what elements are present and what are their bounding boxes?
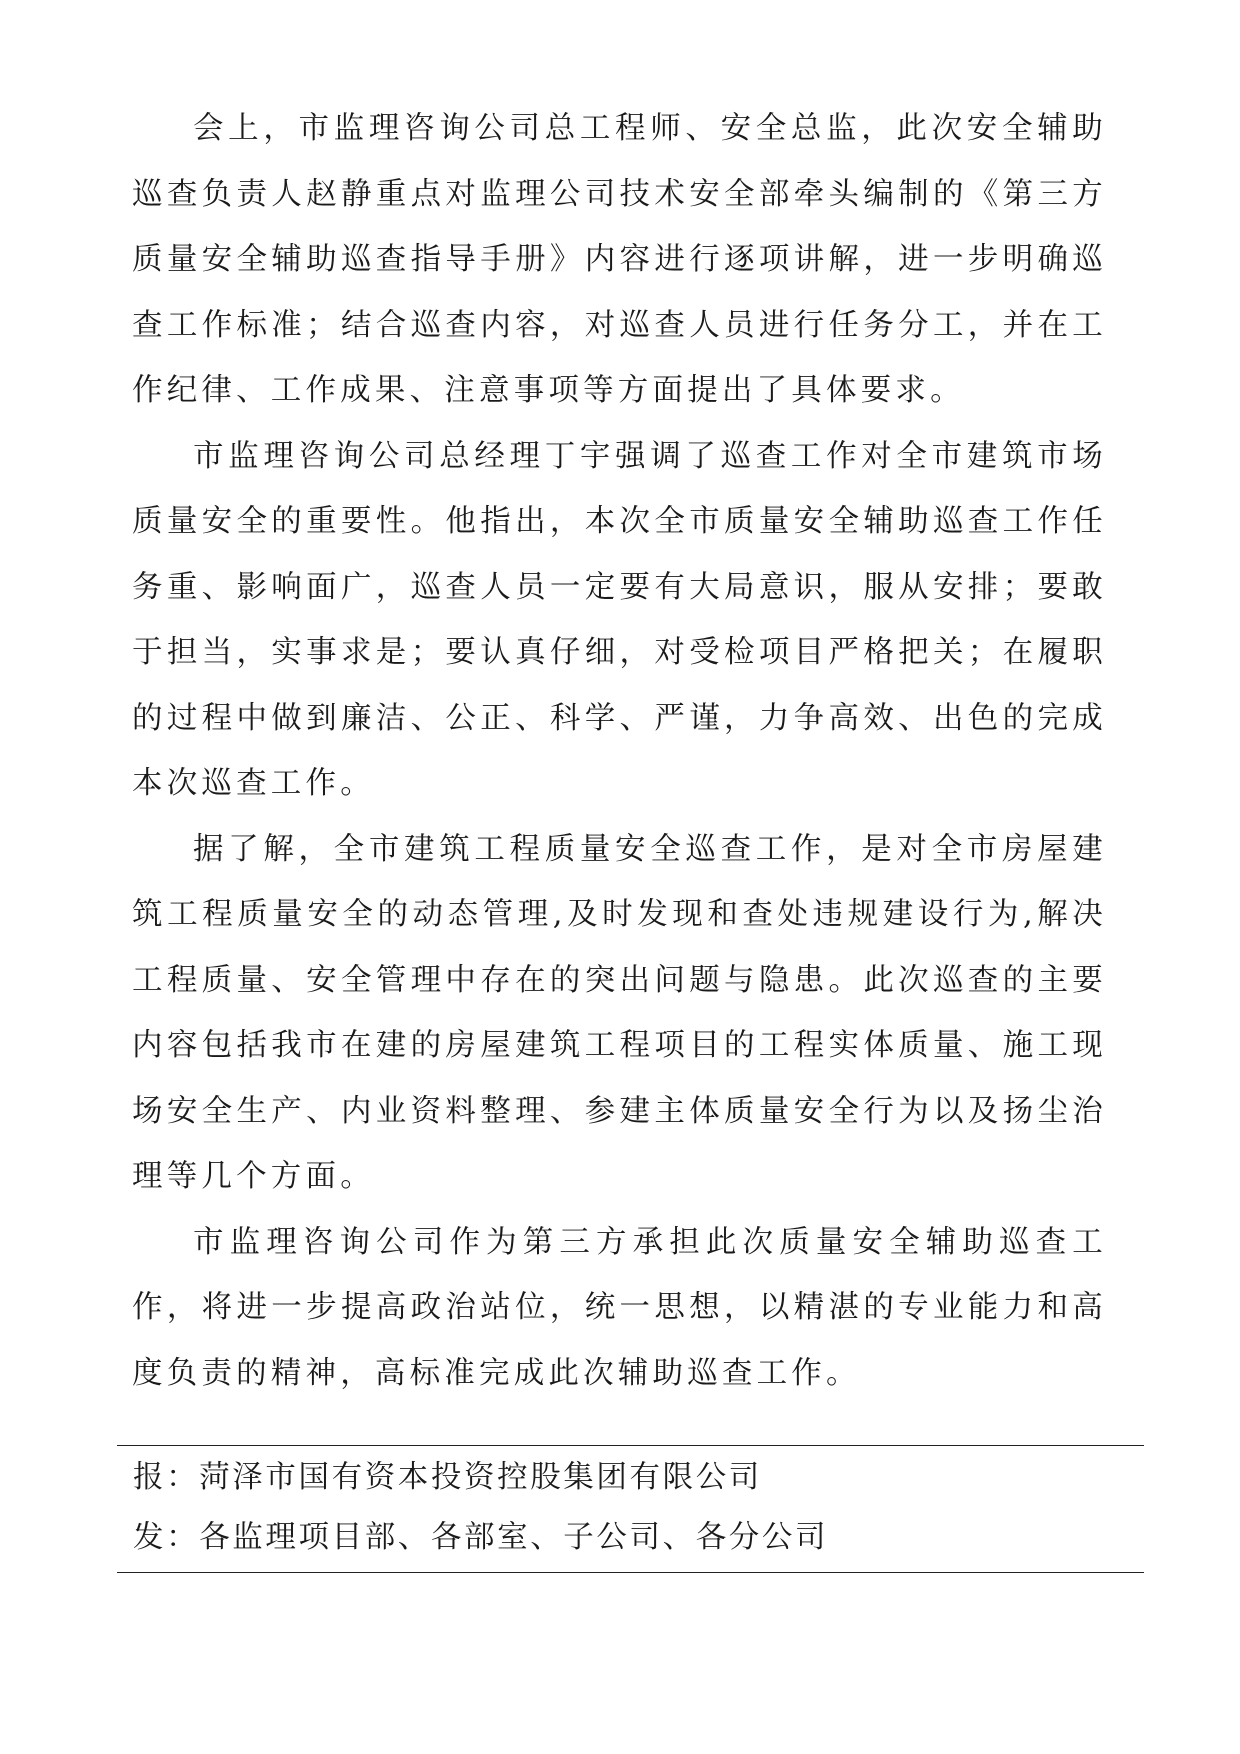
document-body: [132, 96, 1107, 1406]
report-to-line: 报：菏泽市国有资本投资控股集团有限公司: [133, 1460, 762, 1495]
paragraph-meeting: 会上，市监理咨询公司总工程师、安全总监，此次安全辅助巡查负责人赵静重点对监理公司技术安全部牵头编制的《第三方质量安全辅助巡查指导手册》内容进行逐项讲解，进一步明确巡查工作标准；结合巡查内容，对巡查人员进行任务分工，并在工作纪律、工作成果、注意事项等方面提出了具体要求。: [132, 111, 1107, 408]
distribution-list: [117, 1445, 1144, 1573]
paragraph-conclusion: 市监理咨询公司作为第三方承担此次质量安全辅助巡查工作，将进一步提高政治站位，统一思想，以精湛的专业能力和高度负责的精神，高标准完成此次辅助巡查工作。: [132, 1224, 1107, 1391]
bottom-divider: [117, 1572, 1144, 1573]
send-to-line: 发：各监理项目部、各部室、子公司、各分公司: [133, 1520, 829, 1555]
paragraph-general-manager: 市监理咨询公司总经理丁宇强调了巡查工作对全市建筑市场质量安全的重要性。他指出，本次全市质量安全辅助巡查工作任务重、影响面广，巡查人员一定要有大局意识，服从安排；要敢于担当，实事求是；要认真仔细，对受检项目严格把关；在履职的过程中做到廉洁、公正、科学、严谨，力争高效、出色的完成本次巡查工作。: [132, 438, 1107, 801]
paragraph-inspection-content: 据了解，全市建筑工程质量安全巡查工作，是对全市房屋建筑工程质量安全的动态管理,及时发现和查处违规建设行为,解决工程质量、安全管理中存在的突出问题与隐患。此次巡查的主要内容包括我市在建的房屋建筑工程项目的工程实体质量、施工现场安全生产、内业资料整理、参建主体质量安全行为以及扬尘治理等几个方面。: [132, 831, 1107, 1194]
